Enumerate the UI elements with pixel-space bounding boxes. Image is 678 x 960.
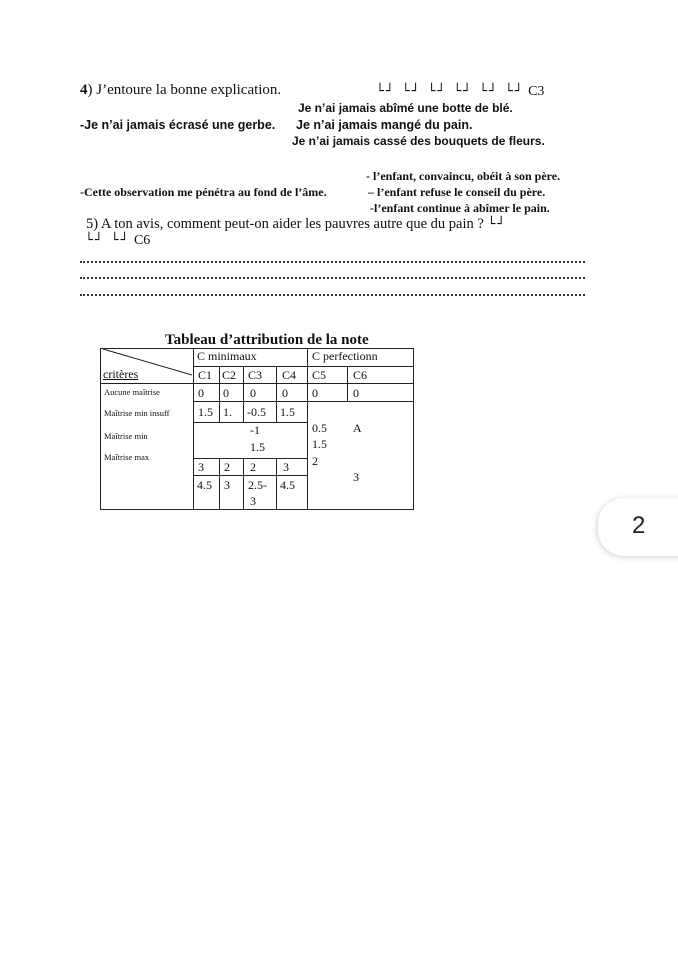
option-2a[interactable]: - l’enfant, convaincu, obéit à son père. [366,169,561,183]
checkbox-row[interactable]: └┘ └┘ └┘ └┘ └┘ └┘ [376,84,525,99]
answer-line[interactable] [80,294,585,296]
option-2b[interactable]: – l’enfant refuse le conseil du père. [368,185,546,199]
column-header: C1 [198,368,213,382]
option-1c[interactable]: Je n’ai jamais cassé des bouquets de fleurs. [292,134,545,148]
table-cell: 2 [250,460,256,474]
table-cell: 3 [283,460,289,474]
table-cell: 0 [353,386,359,400]
table-cell: 4.5 [197,478,212,492]
checkbox-row[interactable]: └┘ └┘ [85,233,131,248]
question-number: 4 [80,82,88,98]
question-5 [86,216,507,233]
answer-boxes [376,84,544,100]
column-header: C3 [248,368,263,382]
option-1a[interactable]: Je n’ai jamais abîmé une botte de blé. [298,101,513,115]
criteria-label: critères [103,367,139,381]
question-4 [80,82,281,99]
criterion-label: C3 [528,84,545,99]
table-cell: 2.5- [248,478,267,492]
table-title: Tableau d’attribution de la note [165,332,369,348]
table-cell: 3 [224,478,230,492]
sentence-prompt: -Je n’ai jamais écrasé une gerbe. [80,118,276,132]
table-cell: 0 [282,386,288,400]
row-label: Aucune maîtrise [104,387,160,397]
checkbox[interactable]: └┘ [487,217,508,232]
table-cell: 1.5 [250,440,265,454]
table-cell: 0 [223,386,229,400]
group-header-minimal: C minimaux [197,349,257,363]
answer-line[interactable] [80,277,585,279]
table-cell: -1 [250,423,260,437]
group-header-perfection: C perfectionn [312,349,378,363]
table-cell: -0.5 [247,405,266,419]
table-cell: 0 [250,386,256,400]
row-label: Maîtrise min [104,431,148,441]
row-label: Maîtrise max [104,452,150,462]
table-cell: 3 [198,460,204,474]
table-cell: A [353,421,362,435]
page-number: 2 [632,512,646,539]
table-cell: 3 [353,470,359,484]
option-2c[interactable]: -l’enfant continue à abîmer le pain. [370,201,550,215]
table-cell: 2 [312,454,318,468]
criterion-label: C6 [133,233,151,248]
sentence-prompt: -Cette observation me pénétra au fond de l’âme. [80,185,327,199]
table-cell: 4.5 [280,478,295,492]
column-header: C4 [282,368,297,382]
page-number-badge [598,498,678,556]
column-header: C5 [312,368,327,382]
grading-table [100,348,414,510]
table-cell: 0 [312,386,318,400]
table-cell: 2 [224,460,230,474]
question-text: 5) A ton avis, comment peut-on aider les pauvres autre que du pain ? [86,216,484,232]
question-text: ) J’entoure la bonne explication. [87,82,282,98]
table-cell: 1.5 [198,405,213,419]
column-header: C2 [222,368,237,382]
table-cell: 0 [198,386,204,400]
table-cell: 3 [250,494,256,508]
answer-boxes [85,233,150,249]
table-cell: 1.5 [280,405,295,419]
table-cell: 1. [223,405,232,419]
column-header: C6 [353,368,368,382]
table-cell: 0.5 [312,421,327,435]
option-1b[interactable]: Je n’ai jamais mangé du pain. [296,118,473,132]
answer-line[interactable] [80,261,585,263]
row-label: Maîtrise min insuff [104,408,170,418]
table-cell: 1.5 [312,437,327,451]
